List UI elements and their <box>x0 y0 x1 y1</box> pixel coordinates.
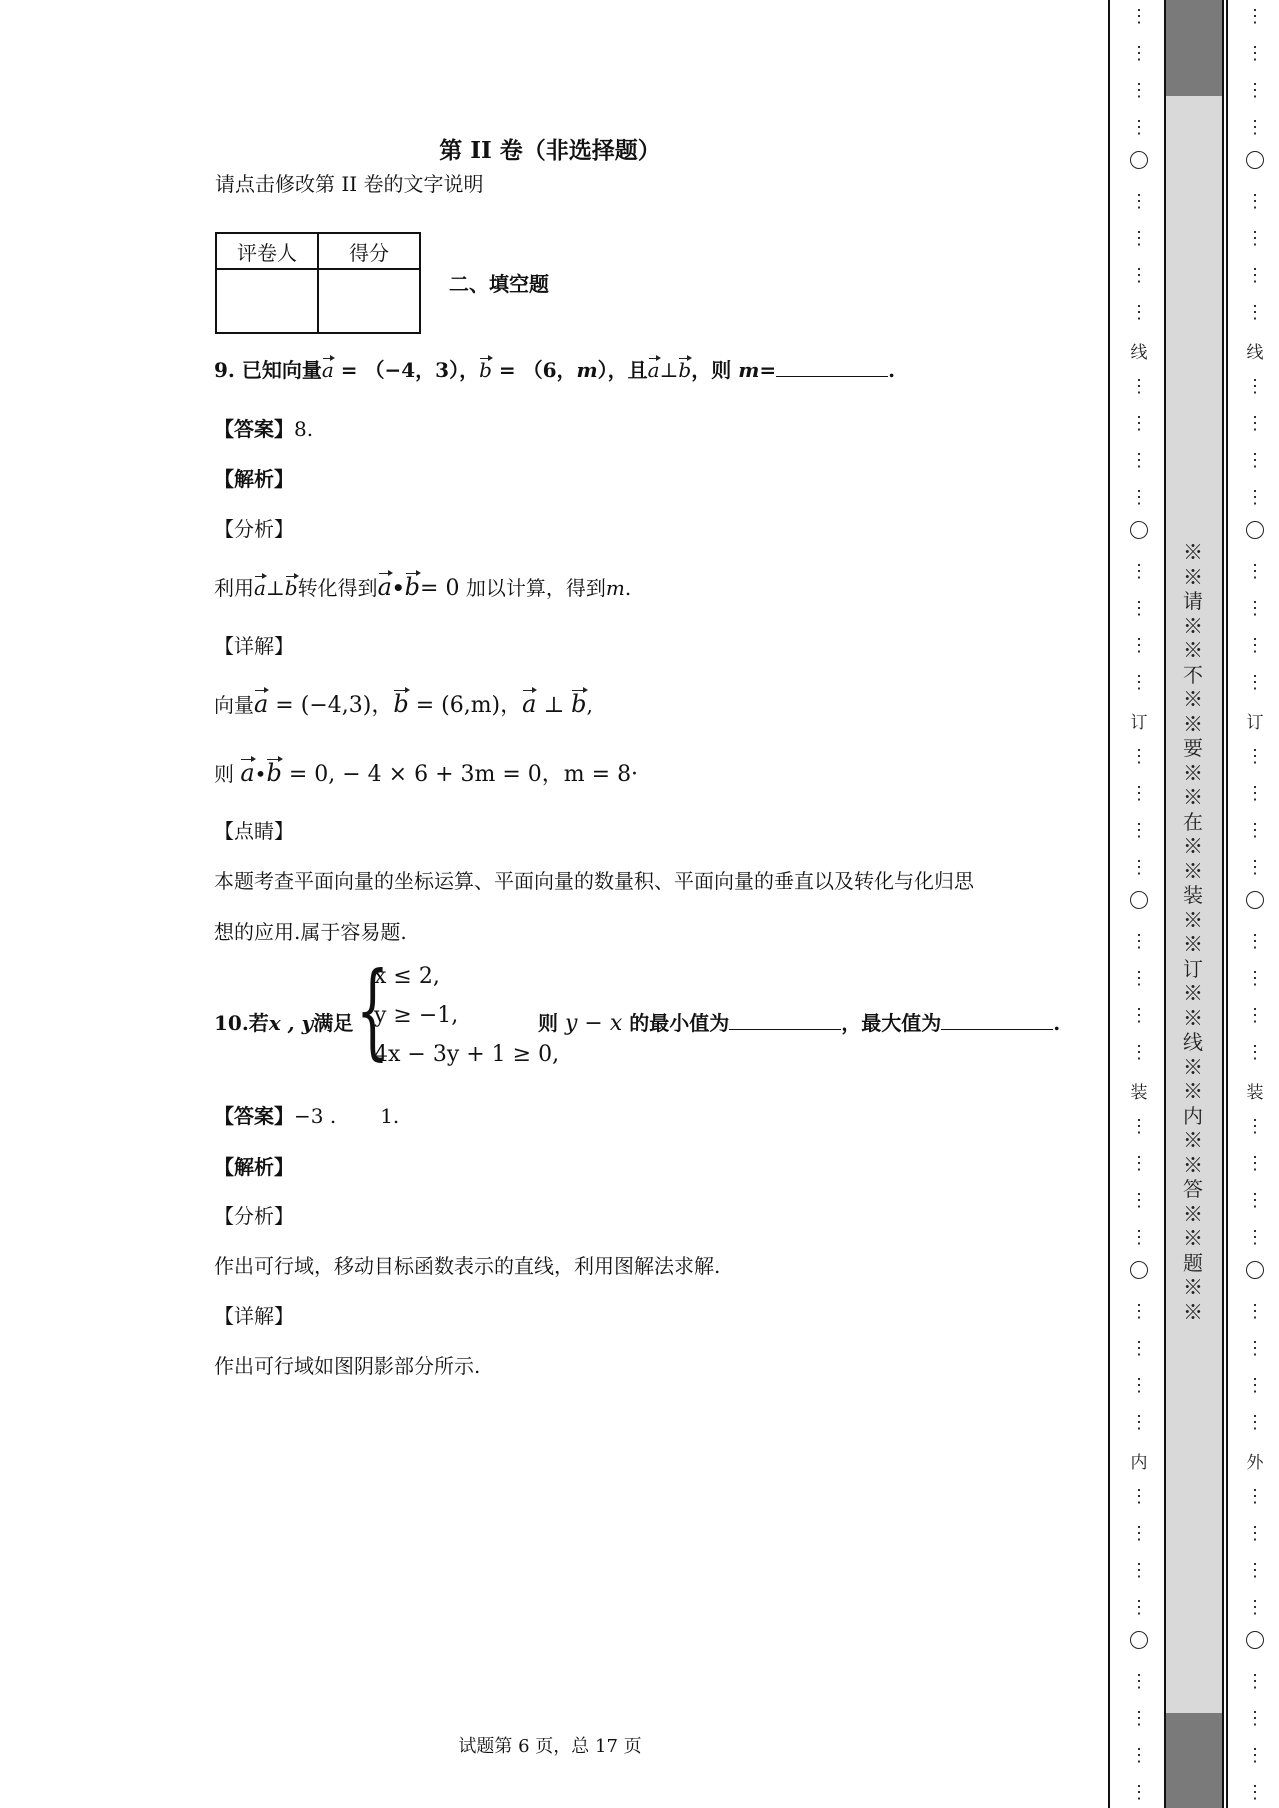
question-text: 已知向量 <box>241 358 322 382</box>
constraint-3: 4x − 3y + 1 ≥ 0, <box>374 1042 560 1067</box>
binding-dots: ⋮ <box>1130 598 1148 619</box>
binding-dots: ⋮ <box>1246 117 1264 138</box>
binding-dots: ⋮ <box>1246 672 1264 693</box>
binding-dots: ⋮ <box>1246 598 1264 619</box>
vector-b: b <box>393 690 409 718</box>
detail-heading: 【详解】 <box>214 1304 294 1328</box>
binding-dots: ⋮ <box>1130 1005 1148 1026</box>
binding-dots: ⋮ <box>1246 931 1264 952</box>
binding-dots: ⋮ <box>1246 635 1264 656</box>
binding-dots: ⋮ <box>1246 783 1264 804</box>
question-text: ，则 <box>691 358 739 382</box>
binding-dots: ⋮ <box>1130 376 1148 397</box>
binding-dots: ⋮ <box>1130 413 1148 434</box>
answer-value: 8. <box>294 417 314 441</box>
detail-line-2 <box>214 757 638 788</box>
text: 加以计算，得到 <box>465 576 606 600</box>
answer-line <box>214 413 313 442</box>
question-10-rest <box>538 1007 1060 1036</box>
binding-dots: ⋮ <box>1130 931 1148 952</box>
binding-dots: ⋮ <box>1246 1190 1264 1211</box>
analysis-text: 作出可行域，移动目标函数表示的直线，利用图解法求解. <box>214 1254 721 1278</box>
question-text: 的最小值为 <box>629 1011 730 1035</box>
binding-dots: ⋮ <box>1130 1338 1148 1359</box>
vector-a: a <box>522 690 537 718</box>
binding-dots: ⋮ <box>1246 413 1264 434</box>
question-text: . <box>1053 1011 1061 1035</box>
fenxi-heading: 【分析】 <box>214 1204 294 1228</box>
binding-dots: ⋮ <box>1130 968 1148 989</box>
binding-dots: ⋮ <box>1246 1597 1264 1618</box>
binding-dots: ⋮ <box>1246 450 1264 471</box>
text: , <box>586 693 593 717</box>
vector-a: a <box>647 358 660 382</box>
text: . <box>624 576 632 600</box>
binding-dots: ⋮ <box>1130 1412 1148 1433</box>
binding-dots: ⋮ <box>1130 1486 1148 1507</box>
question-text: 则 <box>538 1011 558 1035</box>
binding-label-bind: 装 <box>1130 1083 1148 1103</box>
equation: = 0, − 4 × 6 + 3m = 0，m = 8· <box>281 762 639 787</box>
binding-dots: ⋮ <box>1130 302 1148 323</box>
binding-border-right <box>1226 0 1228 1808</box>
binding-warning: ※※请※※不※※要※※在※※装※※订※※线※※内※※答※※题※※ <box>1183 540 1203 1324</box>
binding-dots: ⋮ <box>1130 820 1148 841</box>
question-number: 10. <box>214 1011 249 1035</box>
score-header: 得分 <box>318 233 420 269</box>
binding-dots: ⋮ <box>1130 857 1148 878</box>
perp-symbol: ⊥ <box>265 576 285 600</box>
vector-a: a <box>240 759 255 787</box>
binding-dots: ⋮ <box>1246 487 1264 508</box>
binding-dots: ⋮ <box>1246 1301 1264 1322</box>
binding-dots: ⋮ <box>1246 191 1264 212</box>
equation: = (−4,3)， <box>268 693 394 718</box>
analysis-heading: 【解析】 <box>214 1155 294 1179</box>
equation: = 0 <box>420 576 460 601</box>
comment-line-1: 本题考查平面向量的坐标运算、平面向量的数量积、平面向量的垂直以及转化与化归思 <box>214 869 974 893</box>
answer-line <box>214 1100 399 1129</box>
question-text: = <box>759 358 777 382</box>
dot-symbol: • <box>391 576 405 600</box>
binding-dots: ⋮ <box>1130 1190 1148 1211</box>
text: 向量 <box>214 693 254 717</box>
binding-dots: ⋮ <box>1130 117 1148 138</box>
binding-dots: ⋮ <box>1246 1227 1264 1248</box>
question-9 <box>214 354 895 383</box>
binding-dots: ⋮ <box>1246 968 1264 989</box>
variable-m: m <box>605 576 625 600</box>
binding-dots: ⋮ <box>1246 43 1264 64</box>
binding-circle <box>1246 891 1264 909</box>
analysis-heading: 【解析】 <box>214 467 294 491</box>
analysis-text <box>214 572 631 601</box>
binding-dots: ⋮ <box>1130 1560 1148 1581</box>
perp-symbol: ⊥ <box>536 693 572 718</box>
binding-dots: ⋮ <box>1246 1486 1264 1507</box>
binding-dots: ⋮ <box>1130 1116 1148 1137</box>
binding-dots: ⋮ <box>1246 1708 1264 1729</box>
binding-dots: ⋮ <box>1246 1005 1264 1026</box>
binding-column-outer <box>1240 0 1270 1808</box>
binding-dots: ⋮ <box>1246 228 1264 249</box>
binding-dots: ⋮ <box>1246 1153 1264 1174</box>
binding-dots: ⋮ <box>1246 1375 1264 1396</box>
question-text: . <box>888 358 896 382</box>
binding-dots: ⋮ <box>1246 376 1264 397</box>
answer-label: 【答案】 <box>214 417 294 441</box>
binding-dots: ⋮ <box>1246 1560 1264 1581</box>
binding-column-inner <box>1124 0 1154 1808</box>
binding-band-bottom <box>1166 1713 1222 1808</box>
binding-dots: ⋮ <box>1130 1745 1148 1766</box>
min-answer-blank[interactable] <box>729 1011 841 1030</box>
binding-dots: ⋮ <box>1246 1412 1264 1433</box>
binding-dots: ⋮ <box>1246 820 1264 841</box>
binding-label-bind: 装 <box>1246 1083 1264 1103</box>
score-cell <box>318 269 420 333</box>
question-number: 9. <box>214 358 235 382</box>
text: 利用 <box>214 576 254 600</box>
vector-b: b <box>404 573 421 601</box>
vector-a: a <box>254 690 269 718</box>
question-text: = （−4，3）， <box>333 358 480 382</box>
vector-a: a <box>321 358 334 382</box>
binding-dots: ⋮ <box>1246 857 1264 878</box>
binding-circle <box>1246 521 1264 539</box>
binding-circle <box>1130 151 1148 169</box>
vector-b: b <box>266 759 282 787</box>
binding-dots: ⋮ <box>1130 561 1148 582</box>
binding-dots: ⋮ <box>1130 746 1148 767</box>
binding-dots: ⋮ <box>1130 6 1148 27</box>
perp-symbol: ⊥ <box>659 358 679 382</box>
binding-border <box>1164 0 1166 1808</box>
question-text: = （6， <box>491 358 577 382</box>
binding-dots: ⋮ <box>1246 1042 1264 1063</box>
binding-dots: ⋮ <box>1246 302 1264 323</box>
binding-dots: ⋮ <box>1130 450 1148 471</box>
constraint-2: y ≥ −1, <box>374 1003 459 1028</box>
question-10-lead <box>214 1007 353 1036</box>
binding-label-staple: 订 <box>1246 713 1264 733</box>
binding-dots: ⋮ <box>1130 1708 1148 1729</box>
binding-circle <box>1130 891 1148 909</box>
detail-line-1 <box>214 688 593 719</box>
binding-dots: ⋮ <box>1130 191 1148 212</box>
variable-m: m <box>576 358 598 382</box>
binding-dots: ⋮ <box>1246 265 1264 286</box>
binding-dots: ⋮ <box>1130 487 1148 508</box>
binding-border-left <box>1108 0 1110 1808</box>
equation: = (6,m)， <box>408 693 523 718</box>
binding-dots: ⋮ <box>1130 1523 1148 1544</box>
binding-dots: ⋮ <box>1130 1671 1148 1692</box>
question-text: 满足 <box>313 1011 354 1035</box>
binding-dots: ⋮ <box>1246 1116 1264 1137</box>
binding-circle <box>1246 1631 1264 1649</box>
variables: x , y <box>268 1011 314 1035</box>
binding-dots: ⋮ <box>1130 1153 1148 1174</box>
dot-symbol: • <box>254 762 267 786</box>
binding-dots: ⋮ <box>1246 1338 1264 1359</box>
binding-dots: ⋮ <box>1246 746 1264 767</box>
binding-dots: ⋮ <box>1130 672 1148 693</box>
binding-dots: ⋮ <box>1130 1301 1148 1322</box>
binding-dots: ⋮ <box>1246 561 1264 582</box>
answer-value: 1. <box>380 1104 400 1128</box>
binding-dots: ⋮ <box>1130 635 1148 656</box>
binding-dots: ⋮ <box>1246 1523 1264 1544</box>
binding-dots: ⋮ <box>1246 1782 1264 1803</box>
vector-b: b <box>479 358 492 382</box>
vector-b: b <box>678 358 692 382</box>
comment-line-2: 想的应用.属于容易题. <box>214 920 407 944</box>
binding-dots: ⋮ <box>1130 43 1148 64</box>
vector-b: b <box>284 576 298 600</box>
score-table <box>215 232 421 334</box>
page-title: 第 II 卷（非选择题） <box>439 137 661 164</box>
page-footer: 试题第 6 页，总 17 页 <box>458 1736 642 1757</box>
vector-a: a <box>254 576 266 600</box>
binding-label-line: 线 <box>1130 343 1148 363</box>
binding-label-line: 线 <box>1246 343 1264 363</box>
answer-blank[interactable] <box>776 358 888 377</box>
question-text: ，最大值为 <box>841 1011 942 1035</box>
detail-text: 作出可行域如图阴影部分所示. <box>214 1354 481 1378</box>
binding-circle <box>1246 1261 1264 1279</box>
variable-m: m <box>738 358 760 382</box>
binding-label-outer: 外 <box>1246 1453 1264 1473</box>
binding-dots: ⋮ <box>1130 783 1148 804</box>
max-answer-blank[interactable] <box>941 1011 1053 1030</box>
binding-circle <box>1130 1631 1148 1649</box>
binding-dots: ⋮ <box>1246 6 1264 27</box>
grader-header: 评卷人 <box>216 233 318 269</box>
constraint-1: x ≤ 2, <box>374 964 440 989</box>
dianjing-heading: 【点睛】 <box>214 819 294 843</box>
question-text: ），且 <box>597 358 648 382</box>
system-brace: { <box>356 949 390 1071</box>
binding-label-inner: 内 <box>1130 1453 1148 1473</box>
binding-dots: ⋮ <box>1246 1745 1264 1766</box>
binding-border <box>1222 0 1224 1808</box>
binding-dots: ⋮ <box>1130 1782 1148 1803</box>
expression: y − x <box>564 1011 623 1036</box>
vector-a: a <box>377 573 392 601</box>
text: 转化得到 <box>297 576 378 600</box>
binding-circle <box>1130 521 1148 539</box>
answer-value: −3 . <box>294 1104 337 1128</box>
binding-dots: ⋮ <box>1130 228 1148 249</box>
detail-heading: 【详解】 <box>214 634 294 658</box>
answer-label: 【答案】 <box>214 1104 294 1128</box>
binding-dots: ⋮ <box>1246 80 1264 101</box>
section-note: 请点击修改第 II 卷的文字说明 <box>215 172 484 196</box>
binding-dots: ⋮ <box>1130 265 1148 286</box>
question-text: 若 <box>248 1011 269 1035</box>
binding-dots: ⋮ <box>1130 1042 1148 1063</box>
binding-dots: ⋮ <box>1246 1671 1264 1692</box>
text: 则 <box>214 762 241 786</box>
binding-dots: ⋮ <box>1130 1597 1148 1618</box>
binding-dots: ⋮ <box>1130 1227 1148 1248</box>
grader-cell <box>216 269 318 333</box>
fenxi-heading: 【分析】 <box>214 517 294 541</box>
binding-dots: ⋮ <box>1130 80 1148 101</box>
binding-circle <box>1130 1261 1148 1279</box>
binding-dots: ⋮ <box>1130 1375 1148 1396</box>
vector-b: b <box>571 690 587 718</box>
section-heading: 二、填空题 <box>449 272 549 296</box>
binding-band-top <box>1166 0 1222 96</box>
binding-circle <box>1246 151 1264 169</box>
binding-label-staple: 订 <box>1130 713 1148 733</box>
